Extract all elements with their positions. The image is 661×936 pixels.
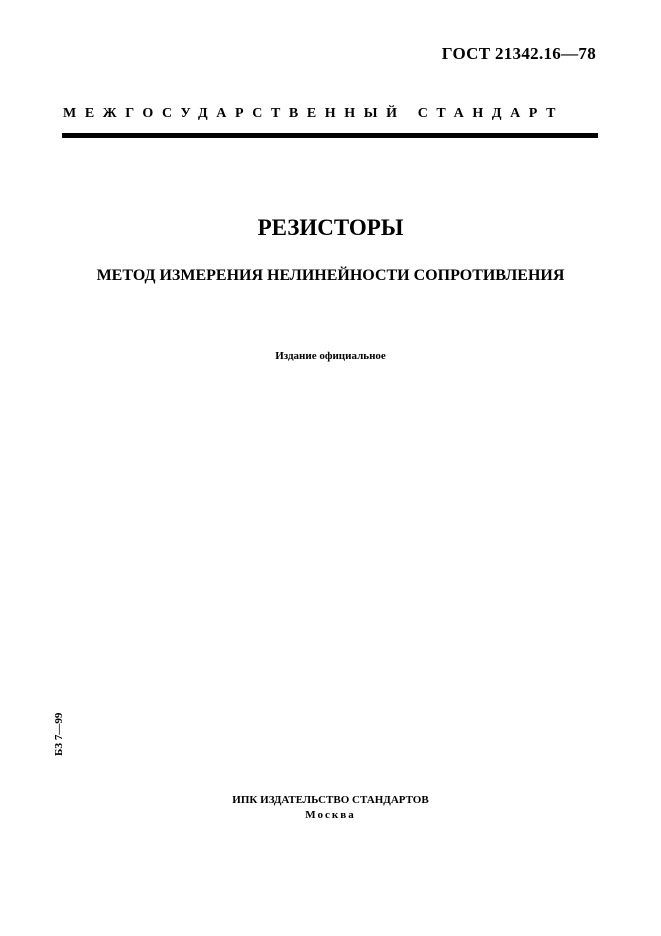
publisher-city: Москва: [305, 809, 356, 821]
standard-type-heading: МЕЖГОСУДАРСТВЕННЫЙ СТАНДАРТ: [63, 106, 565, 121]
document-title: РЕЗИСТОРЫ: [257, 215, 404, 240]
header-rule: [62, 133, 598, 138]
publisher: ИПК ИЗДАТЕЛЬСТВО СТАНДАРТОВ: [232, 794, 429, 806]
gost-number: ГОСТ 21342.16—78: [441, 44, 596, 63]
edition-note: Издание официальное: [275, 350, 386, 362]
document-subtitle: МЕТОД ИЗМЕРЕНИЯ НЕЛИНЕЙНОСТИ СОПРОТИВЛЕНИЯ: [96, 267, 565, 284]
side-code: БЗ 7—99: [53, 712, 65, 756]
